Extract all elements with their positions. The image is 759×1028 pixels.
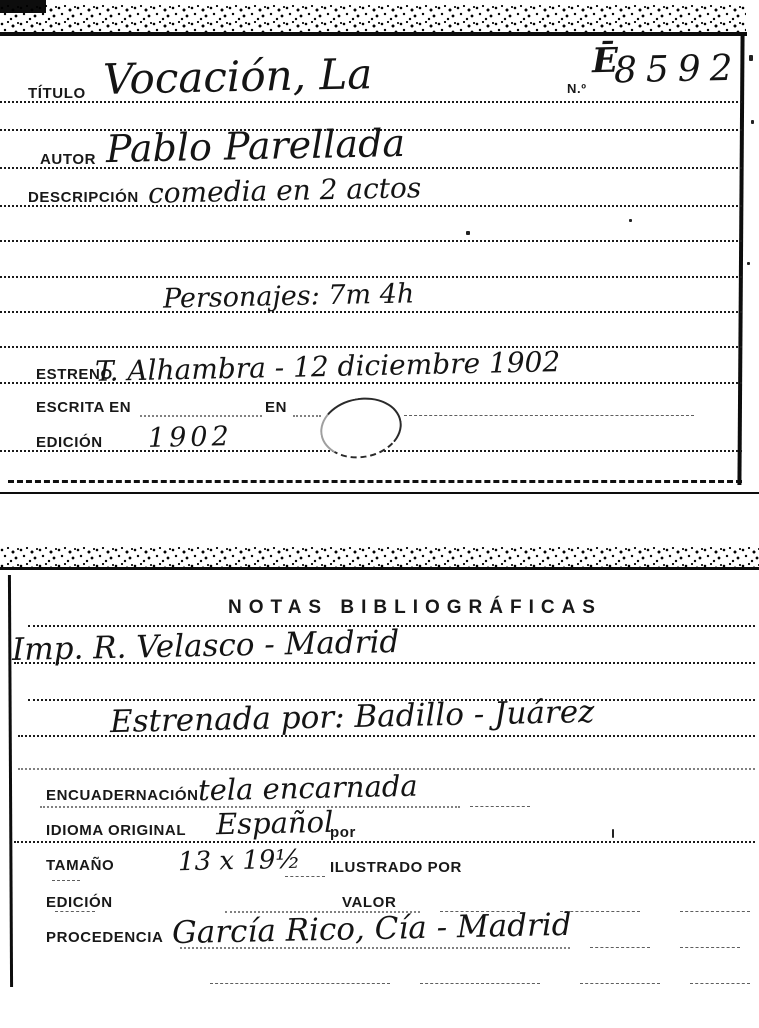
scan-noise-speck	[612, 829, 614, 838]
escrita-en-label: ESCRITA EN	[36, 399, 132, 416]
erased-stamp-circle	[315, 391, 406, 464]
edicion-bottom-label: EDICIÓN	[46, 894, 113, 911]
card-bottom-border-dashed	[8, 480, 742, 483]
scan-noise-band-bottom-card	[0, 547, 759, 570]
fill-in-dotted-segment	[680, 947, 740, 948]
fill-in-dotted-segment	[590, 947, 650, 948]
tamano-handwritten-value: 13 x 19½	[177, 844, 301, 878]
descripcion-handwritten-value: comedia en 2 actos	[147, 171, 422, 210]
valor-label: VALOR	[342, 894, 397, 911]
series-letter-handwritten: Ē	[591, 40, 619, 82]
ruled-dotted-line	[0, 240, 742, 242]
ruled-dotted-line	[0, 346, 742, 348]
scan-noise-speck	[466, 231, 470, 235]
encuadernacion-handwritten-value: tela encarnada	[197, 768, 418, 808]
ruled-dotted-line	[14, 841, 755, 843]
fill-in-dotted-segment	[690, 983, 750, 984]
fill-in-dotted-segment	[404, 415, 694, 416]
titulo-label: TÍTULO	[28, 85, 86, 102]
procedencia-label: PROCEDENCIA	[46, 929, 164, 946]
fill-in-dotted-segment	[680, 911, 750, 912]
en-label: EN	[265, 399, 288, 416]
por-label: por	[330, 824, 356, 841]
idioma-handwritten-value: Español	[215, 804, 334, 842]
fill-in-dotted-segment	[293, 415, 321, 417]
card-bottom-border	[0, 492, 759, 494]
fill-in-dotted-segment	[140, 415, 262, 417]
fill-in-dotted-segment	[560, 911, 640, 912]
notas-bibliograficas-heading: NOTAS BIBLIOGRÁFICAS	[228, 597, 602, 618]
scan-noise-band-top	[0, 5, 746, 32]
ruled-dotted-line	[0, 276, 742, 278]
card-number-handwritten: 8592	[613, 47, 743, 92]
encuadernacion-label: ENCUADERNACIÓN	[46, 787, 199, 804]
imprenta-handwritten-note: Imp. R. Velasco - Madrid	[11, 623, 400, 669]
edicion-label: EDICIÓN	[36, 434, 103, 451]
descripcion-label: DESCRIPCIÓN	[28, 189, 139, 206]
numero-label: N.º	[567, 81, 587, 96]
autor-label: AUTOR	[40, 151, 97, 168]
fill-in-dotted-segment	[52, 880, 80, 881]
tamano-label: TAMAÑO	[46, 857, 115, 874]
procedencia-handwritten-value: García Rico, Cía - Madrid	[171, 906, 572, 952]
ruled-dotted-line	[0, 311, 742, 313]
autor-handwritten-value: Pablo Parellada	[105, 120, 406, 172]
estreno-handwritten-value: T. Alhambra - 12 diciembre 1902	[94, 345, 561, 388]
scan-noise-speck	[747, 262, 750, 265]
scan-noise-speck	[749, 55, 753, 61]
scan-noise-speck	[751, 120, 754, 124]
fill-in-dotted-segment	[420, 983, 540, 984]
edicion-handwritten-value: 1902	[147, 421, 234, 454]
fill-in-dotted-segment	[180, 947, 570, 949]
fill-in-dotted-segment	[470, 806, 530, 807]
ilustrado-por-label: ILUSTRADO POR	[330, 859, 462, 876]
fill-in-dotted-segment	[580, 983, 660, 984]
fill-in-dotted-segment	[210, 983, 390, 984]
fill-in-dotted-segment	[55, 911, 95, 912]
scan-noise-speck	[629, 219, 632, 222]
fill-in-dotted-segment	[285, 876, 325, 877]
card-top-border	[0, 32, 747, 36]
estrenada-por-handwritten-note: Estrenada por: Badillo - Juárez	[109, 693, 595, 741]
titulo-handwritten-value: Vocación, La	[102, 49, 373, 104]
idioma-original-label: IDIOMA ORIGINAL	[46, 822, 187, 839]
estreno-label: ESTRENO	[36, 366, 113, 383]
personajes-handwritten-note: Personajes: 7m 4h	[162, 278, 415, 315]
